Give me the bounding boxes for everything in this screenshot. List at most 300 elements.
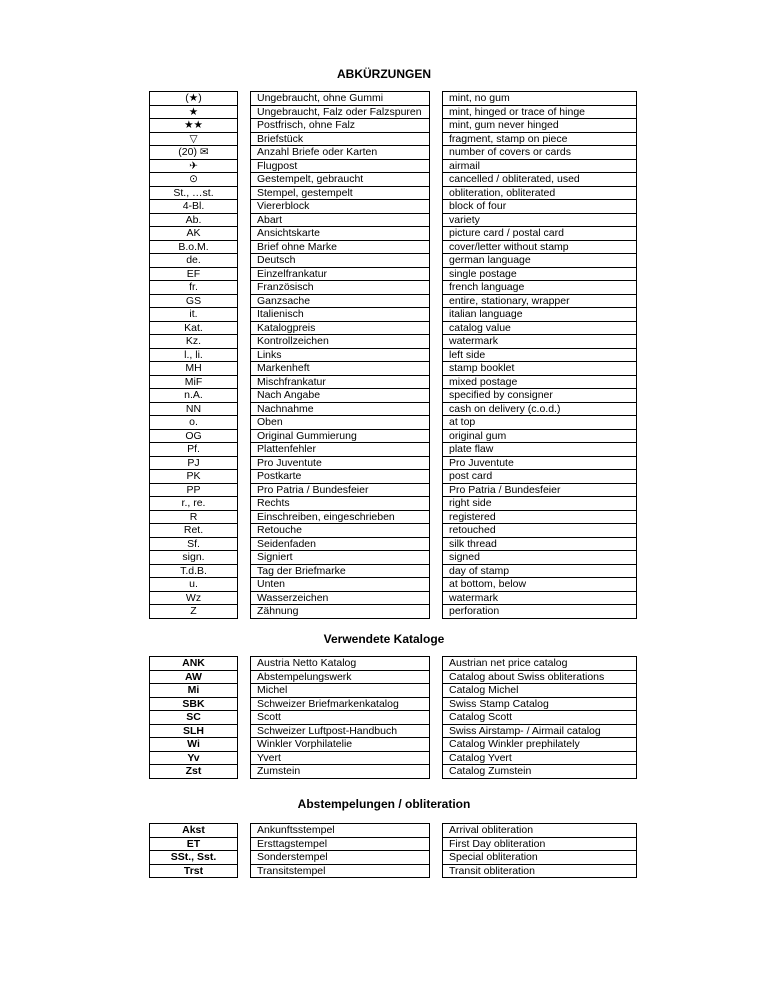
german-cell: Deutsch bbox=[251, 254, 430, 268]
column-gap bbox=[430, 537, 443, 551]
column-gap bbox=[238, 591, 251, 605]
column-gap bbox=[430, 456, 443, 470]
german-cell: Sonderstempel bbox=[251, 851, 430, 865]
column-gap bbox=[430, 483, 443, 497]
abbreviation-cell: l., li. bbox=[150, 348, 238, 362]
table-row bbox=[150, 697, 637, 711]
table-row bbox=[150, 335, 637, 349]
german-cell: Schweizer Luftpost-Handbuch bbox=[251, 724, 430, 738]
german-cell: Winkler Vorphilatelie bbox=[251, 738, 430, 752]
column-gap bbox=[430, 321, 443, 335]
table-row bbox=[150, 213, 637, 227]
column-gap bbox=[430, 240, 443, 254]
german-cell: Retouche bbox=[251, 524, 430, 538]
german-cell: Einzelfrankatur bbox=[251, 267, 430, 281]
column-gap bbox=[238, 105, 251, 119]
table-row bbox=[150, 510, 637, 524]
column-gap bbox=[430, 824, 443, 838]
english-cell: silk thread bbox=[443, 537, 637, 551]
table-row bbox=[150, 119, 637, 133]
abbreviation-cell: fr. bbox=[150, 281, 238, 295]
column-gap bbox=[238, 724, 251, 738]
english-cell: retouched bbox=[443, 524, 637, 538]
abbreviation-cell: ✈ bbox=[150, 159, 238, 173]
german-cell: Ganzsache bbox=[251, 294, 430, 308]
english-cell: Catalog Michel bbox=[443, 684, 637, 698]
english-cell: cancelled / obliterated, used bbox=[443, 173, 637, 187]
column-gap bbox=[238, 524, 251, 538]
english-cell: Swiss Airstamp- / Airmail catalog bbox=[443, 724, 637, 738]
abbreviation-cell: EF bbox=[150, 267, 238, 281]
abbreviation-cell: ★ bbox=[150, 105, 238, 119]
table-row bbox=[150, 724, 637, 738]
english-cell: Transit obliteration bbox=[443, 864, 637, 878]
german-cell: Briefstück bbox=[251, 132, 430, 146]
table-row bbox=[150, 684, 637, 698]
abbreviation-cell: OG bbox=[150, 429, 238, 443]
table-row bbox=[150, 267, 637, 281]
abbreviation-cell: it. bbox=[150, 308, 238, 322]
abbreviation-cell: PP bbox=[150, 483, 238, 497]
abbreviation-cell: Akst bbox=[150, 824, 238, 838]
column-gap bbox=[238, 824, 251, 838]
column-gap bbox=[238, 254, 251, 268]
column-gap bbox=[238, 851, 251, 865]
english-cell: Catalog Winkler prephilately bbox=[443, 738, 637, 752]
english-cell: block of four bbox=[443, 200, 637, 214]
german-cell: Scott bbox=[251, 711, 430, 725]
column-gap bbox=[430, 670, 443, 684]
abbreviation-cell: Kz. bbox=[150, 335, 238, 349]
abbreviation-cell: SC bbox=[150, 711, 238, 725]
table-row bbox=[150, 281, 637, 295]
abbreviation-cell: MiF bbox=[150, 375, 238, 389]
table-row bbox=[150, 470, 637, 484]
table-row bbox=[150, 711, 637, 725]
abbreviation-cell: Sf. bbox=[150, 537, 238, 551]
abbreviation-cell: Trst bbox=[150, 864, 238, 878]
column-gap bbox=[238, 564, 251, 578]
column-gap bbox=[430, 267, 443, 281]
table-row bbox=[150, 348, 637, 362]
german-cell: Ungebraucht, Falz oder Falzspuren bbox=[251, 105, 430, 119]
column-gap bbox=[238, 551, 251, 565]
abbreviation-cell: AK bbox=[150, 227, 238, 241]
column-gap bbox=[238, 765, 251, 779]
german-cell: Seidenfaden bbox=[251, 537, 430, 551]
german-cell: Links bbox=[251, 348, 430, 362]
abbreviation-cell: ★★ bbox=[150, 119, 238, 133]
column-gap bbox=[430, 564, 443, 578]
abbreviation-cell: ▽ bbox=[150, 132, 238, 146]
german-cell: Plattenfehler bbox=[251, 443, 430, 457]
column-gap bbox=[238, 308, 251, 322]
abbreviation-cell: SLH bbox=[150, 724, 238, 738]
column-gap bbox=[430, 186, 443, 200]
german-cell: Nachnahme bbox=[251, 402, 430, 416]
german-cell: Austria Netto Katalog bbox=[251, 657, 430, 671]
german-cell: Anzahl Briefe oder Karten bbox=[251, 146, 430, 160]
column-gap bbox=[238, 294, 251, 308]
column-gap bbox=[430, 105, 443, 119]
abbreviation-cell: MH bbox=[150, 362, 238, 376]
column-gap bbox=[430, 200, 443, 214]
abbreviation-cell: SSt., Sst. bbox=[150, 851, 238, 865]
english-cell: entire, stationary, wrapper bbox=[443, 294, 637, 308]
german-cell: Schweizer Briefmarkenkatalog bbox=[251, 697, 430, 711]
column-gap bbox=[238, 510, 251, 524]
german-cell: Brief ohne Marke bbox=[251, 240, 430, 254]
column-gap bbox=[238, 738, 251, 752]
german-cell: Ankunftsstempel bbox=[251, 824, 430, 838]
column-gap bbox=[430, 429, 443, 443]
german-cell: Transitstempel bbox=[251, 864, 430, 878]
german-cell: Abart bbox=[251, 213, 430, 227]
german-cell: Oben bbox=[251, 416, 430, 430]
column-gap bbox=[238, 335, 251, 349]
column-gap bbox=[238, 443, 251, 457]
table-row bbox=[150, 92, 637, 106]
column-gap bbox=[238, 837, 251, 851]
german-cell: Markenheft bbox=[251, 362, 430, 376]
table-row bbox=[150, 524, 637, 538]
english-cell: day of stamp bbox=[443, 564, 637, 578]
column-gap bbox=[238, 92, 251, 106]
abbreviation-cell: Z bbox=[150, 605, 238, 619]
column-gap bbox=[238, 537, 251, 551]
table-row bbox=[150, 254, 637, 268]
column-gap bbox=[430, 470, 443, 484]
english-cell: single postage bbox=[443, 267, 637, 281]
english-cell: Arrival obliteration bbox=[443, 824, 637, 838]
column-gap bbox=[430, 402, 443, 416]
german-cell: Viererblock bbox=[251, 200, 430, 214]
column-gap bbox=[430, 837, 443, 851]
table-row bbox=[150, 159, 637, 173]
column-gap bbox=[238, 389, 251, 403]
column-gap bbox=[238, 375, 251, 389]
english-cell: Catalog about Swiss obliterations bbox=[443, 670, 637, 684]
column-gap bbox=[430, 281, 443, 295]
column-gap bbox=[238, 864, 251, 878]
column-gap bbox=[430, 416, 443, 430]
english-cell: french language bbox=[443, 281, 637, 295]
table-row bbox=[150, 416, 637, 430]
abbreviation-cell: T.d.B. bbox=[150, 564, 238, 578]
german-cell: Kontrollzeichen bbox=[251, 335, 430, 349]
english-cell: italian language bbox=[443, 308, 637, 322]
english-cell: Austrian net price catalog bbox=[443, 657, 637, 671]
column-gap bbox=[238, 416, 251, 430]
german-cell: Einschreiben, eingeschrieben bbox=[251, 510, 430, 524]
abbreviation-cell: Ret. bbox=[150, 524, 238, 538]
german-cell: Postfrisch, ohne Falz bbox=[251, 119, 430, 133]
column-gap bbox=[430, 551, 443, 565]
column-gap bbox=[238, 348, 251, 362]
column-gap bbox=[238, 159, 251, 173]
table-row bbox=[150, 402, 637, 416]
abbreviation-cell: PJ bbox=[150, 456, 238, 470]
column-gap bbox=[430, 389, 443, 403]
english-cell: Catalog Zumstein bbox=[443, 765, 637, 779]
abbreviation-cell: (★) bbox=[150, 92, 238, 106]
abbreviation-cell: PK bbox=[150, 470, 238, 484]
english-cell: Swiss Stamp Catalog bbox=[443, 697, 637, 711]
abbreviation-cell: AW bbox=[150, 670, 238, 684]
abbreviation-cell: 4-Bl. bbox=[150, 200, 238, 214]
column-gap bbox=[430, 605, 443, 619]
column-gap bbox=[430, 227, 443, 241]
column-gap bbox=[238, 456, 251, 470]
table-row bbox=[150, 362, 637, 376]
german-cell: Original Gummierung bbox=[251, 429, 430, 443]
german-cell: Französisch bbox=[251, 281, 430, 295]
column-gap bbox=[238, 578, 251, 592]
abbreviation-cell: St., …st. bbox=[150, 186, 238, 200]
abbreviation-cell: Yv bbox=[150, 751, 238, 765]
german-cell: Zähnung bbox=[251, 605, 430, 619]
german-cell: Unten bbox=[251, 578, 430, 592]
table-row bbox=[150, 837, 637, 851]
abbreviation-cell: B.o.M. bbox=[150, 240, 238, 254]
column-gap bbox=[238, 240, 251, 254]
german-cell: Michel bbox=[251, 684, 430, 698]
column-gap bbox=[238, 483, 251, 497]
table-row bbox=[150, 308, 637, 322]
column-gap bbox=[430, 684, 443, 698]
abbreviations-table bbox=[149, 91, 637, 619]
column-gap bbox=[430, 146, 443, 160]
abbreviation-cell: Zst bbox=[150, 765, 238, 779]
german-cell: Zumstein bbox=[251, 765, 430, 779]
english-cell: mint, gum never hinged bbox=[443, 119, 637, 133]
german-cell: Italienisch bbox=[251, 308, 430, 322]
english-cell: Catalog Yvert bbox=[443, 751, 637, 765]
table-row bbox=[150, 375, 637, 389]
english-cell: watermark bbox=[443, 335, 637, 349]
english-cell: specified by consigner bbox=[443, 389, 637, 403]
german-cell: Flugpost bbox=[251, 159, 430, 173]
column-gap bbox=[430, 335, 443, 349]
column-gap bbox=[238, 321, 251, 335]
abbreviation-cell: SBK bbox=[150, 697, 238, 711]
english-cell: Pro Patria / Bundesfeier bbox=[443, 483, 637, 497]
abbreviation-cell: ⊙ bbox=[150, 173, 238, 187]
german-cell: Ungebraucht, ohne Gummi bbox=[251, 92, 430, 106]
english-cell: airmail bbox=[443, 159, 637, 173]
table-row bbox=[150, 657, 637, 671]
column-gap bbox=[238, 213, 251, 227]
table-row bbox=[150, 738, 637, 752]
obliterations-table bbox=[149, 823, 637, 878]
english-cell: signed bbox=[443, 551, 637, 565]
english-cell: stamp booklet bbox=[443, 362, 637, 376]
column-gap bbox=[238, 132, 251, 146]
english-cell: mint, no gum bbox=[443, 92, 637, 106]
table-row bbox=[150, 443, 637, 457]
table-row bbox=[150, 605, 637, 619]
column-gap bbox=[430, 119, 443, 133]
german-cell: Katalogpreis bbox=[251, 321, 430, 335]
german-cell: Ansichtskarte bbox=[251, 227, 430, 241]
column-gap bbox=[430, 751, 443, 765]
column-gap bbox=[238, 146, 251, 160]
english-cell: mint, hinged or trace of hinge bbox=[443, 105, 637, 119]
table-row bbox=[150, 321, 637, 335]
english-cell: mixed postage bbox=[443, 375, 637, 389]
english-cell: at bottom, below bbox=[443, 578, 637, 592]
column-gap bbox=[238, 200, 251, 214]
abbreviation-cell: R bbox=[150, 510, 238, 524]
table-row bbox=[150, 173, 637, 187]
german-cell: Mischfrankatur bbox=[251, 375, 430, 389]
table-row bbox=[150, 578, 637, 592]
german-cell: Wasserzeichen bbox=[251, 591, 430, 605]
english-cell: Special obliteration bbox=[443, 851, 637, 865]
table-row bbox=[150, 105, 637, 119]
column-gap bbox=[430, 173, 443, 187]
column-gap bbox=[238, 697, 251, 711]
german-cell: Gestempelt, gebraucht bbox=[251, 173, 430, 187]
abbreviation-cell: o. bbox=[150, 416, 238, 430]
table-row bbox=[150, 132, 637, 146]
table-row bbox=[150, 751, 637, 765]
table-row bbox=[150, 227, 637, 241]
section-title-kataloge: Verwendete Kataloge bbox=[323, 632, 445, 646]
english-cell: variety bbox=[443, 213, 637, 227]
german-cell: Pro Patria / Bundesfeier bbox=[251, 483, 430, 497]
column-gap bbox=[238, 670, 251, 684]
column-gap bbox=[238, 173, 251, 187]
column-gap bbox=[430, 92, 443, 106]
english-cell: registered bbox=[443, 510, 637, 524]
abbreviation-cell: Mi bbox=[150, 684, 238, 698]
column-gap bbox=[238, 684, 251, 698]
abbreviation-cell: GS bbox=[150, 294, 238, 308]
abbreviation-cell: Kat. bbox=[150, 321, 238, 335]
english-cell: Catalog Scott bbox=[443, 711, 637, 725]
column-gap bbox=[430, 524, 443, 538]
abbreviation-cell: (20) ✉ bbox=[150, 146, 238, 160]
table-row bbox=[150, 200, 637, 214]
column-gap bbox=[430, 851, 443, 865]
column-gap bbox=[430, 497, 443, 511]
column-gap bbox=[430, 132, 443, 146]
abbreviation-cell: ET bbox=[150, 837, 238, 851]
german-cell: Tag der Briefmarke bbox=[251, 564, 430, 578]
table-row bbox=[150, 591, 637, 605]
table-row bbox=[150, 765, 637, 779]
abbreviation-cell: Wi bbox=[150, 738, 238, 752]
table-row bbox=[150, 483, 637, 497]
german-cell: Abstempelungswerk bbox=[251, 670, 430, 684]
english-cell: right side bbox=[443, 497, 637, 511]
column-gap bbox=[238, 470, 251, 484]
english-cell: original gum bbox=[443, 429, 637, 443]
column-gap bbox=[238, 362, 251, 376]
english-cell: cash on delivery (c.o.d.) bbox=[443, 402, 637, 416]
german-cell: Stempel, gestempelt bbox=[251, 186, 430, 200]
column-gap bbox=[238, 657, 251, 671]
abbreviation-cell: ANK bbox=[150, 657, 238, 671]
column-gap bbox=[430, 738, 443, 752]
column-gap bbox=[430, 864, 443, 878]
column-gap bbox=[238, 429, 251, 443]
table-row bbox=[150, 497, 637, 511]
table-row bbox=[150, 824, 637, 838]
english-cell: perforation bbox=[443, 605, 637, 619]
english-cell: watermark bbox=[443, 591, 637, 605]
catalogs-table bbox=[149, 656, 637, 779]
column-gap bbox=[430, 159, 443, 173]
table-row bbox=[150, 851, 637, 865]
column-gap bbox=[430, 591, 443, 605]
section-title-abkuerzungen: ABKÜRZUNGEN bbox=[337, 67, 431, 81]
column-gap bbox=[430, 308, 443, 322]
german-cell: Nach Angabe bbox=[251, 389, 430, 403]
german-cell: Pro Juventute bbox=[251, 456, 430, 470]
english-cell: First Day obliteration bbox=[443, 837, 637, 851]
abbreviation-cell: n.A. bbox=[150, 389, 238, 403]
column-gap bbox=[430, 510, 443, 524]
column-gap bbox=[238, 751, 251, 765]
column-gap bbox=[238, 119, 251, 133]
column-gap bbox=[238, 402, 251, 416]
english-cell: left side bbox=[443, 348, 637, 362]
column-gap bbox=[238, 227, 251, 241]
abbreviation-cell: Wz bbox=[150, 591, 238, 605]
column-gap bbox=[430, 765, 443, 779]
table-row bbox=[150, 294, 637, 308]
column-gap bbox=[430, 294, 443, 308]
abbreviation-cell: NN bbox=[150, 402, 238, 416]
english-cell: fragment, stamp on piece bbox=[443, 132, 637, 146]
abbreviation-cell: de. bbox=[150, 254, 238, 268]
abbreviation-cell: Pf. bbox=[150, 443, 238, 457]
column-gap bbox=[430, 254, 443, 268]
german-cell: Signiert bbox=[251, 551, 430, 565]
table-row bbox=[150, 389, 637, 403]
english-cell: cover/letter without stamp bbox=[443, 240, 637, 254]
german-cell: Rechts bbox=[251, 497, 430, 511]
english-cell: catalog value bbox=[443, 321, 637, 335]
table-row bbox=[150, 551, 637, 565]
column-gap bbox=[430, 213, 443, 227]
english-cell: plate flaw bbox=[443, 443, 637, 457]
english-cell: at top bbox=[443, 416, 637, 430]
english-cell: Pro Juventute bbox=[443, 456, 637, 470]
column-gap bbox=[238, 711, 251, 725]
column-gap bbox=[430, 578, 443, 592]
column-gap bbox=[430, 443, 443, 457]
column-gap bbox=[238, 281, 251, 295]
english-cell: post card bbox=[443, 470, 637, 484]
abbreviation-cell: Ab. bbox=[150, 213, 238, 227]
table-row bbox=[150, 146, 637, 160]
table-row bbox=[150, 564, 637, 578]
english-cell: german language bbox=[443, 254, 637, 268]
section-title-abstempelungen: Abstempelungen / obliteration bbox=[297, 797, 471, 811]
column-gap bbox=[430, 348, 443, 362]
table-row bbox=[150, 537, 637, 551]
column-gap bbox=[430, 711, 443, 725]
table-row bbox=[150, 240, 637, 254]
table-row bbox=[150, 670, 637, 684]
table-row bbox=[150, 186, 637, 200]
table-row bbox=[150, 864, 637, 878]
german-cell: Yvert bbox=[251, 751, 430, 765]
column-gap bbox=[430, 724, 443, 738]
